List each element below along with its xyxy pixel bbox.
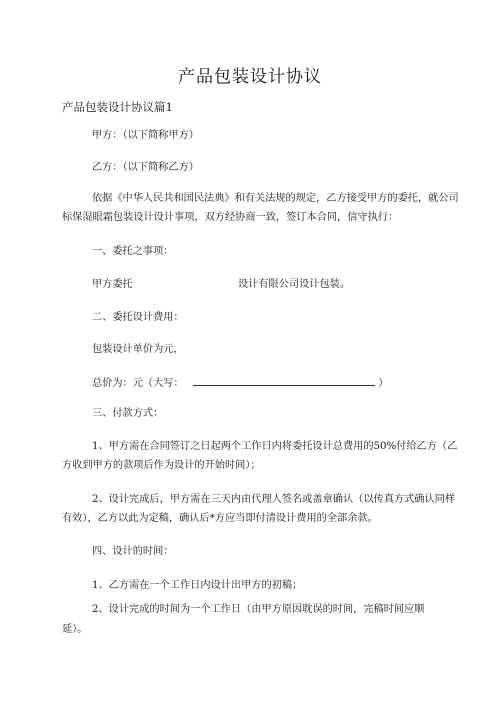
time-1-line: 1、乙方需在一个工作日内设计出甲方的初稿； [92, 580, 303, 591]
total-price-line [92, 375, 388, 391]
time-2-line-2: 延）。 [62, 624, 88, 635]
party-a-line: 甲方：（以下简称甲方） [92, 130, 199, 141]
total-price-prefix: 总价为：元（大写： [92, 378, 184, 389]
section-heading: 产品包装设计协议篇1 [62, 100, 173, 114]
payment-1-line-2: 方收到甲方的款项后作为设计的开始时间）； [62, 460, 261, 471]
total-price-suffix: ） [378, 378, 389, 389]
item2-heading: 二、委托设计费用： [92, 312, 184, 323]
payment-1-line-1: 1、甲方需在合同签订之日起两个工作日内将委托设计总费用的50%付给乙方（乙 [92, 441, 458, 452]
intro-line-1: 依据《中华人民共和国民法典》和有关法规的规定，乙方接受甲方的委托，就公司 [92, 193, 459, 204]
payment-2-line-1: 2、设计完成后，甲方需在三天内由代理人签名或盖章确认（以传真方式确认同样 [92, 494, 456, 505]
item1-left-text: 甲方委托 [92, 279, 133, 290]
party-b-line: 乙方：（以下简称乙方） [92, 162, 199, 173]
unit-price-line: 包装设计单价为元， [92, 344, 184, 355]
intro-line-2: 标保湿眼霜包装设计设计事项，双方经协商一致，签订本合同，信守执行： [62, 212, 399, 223]
item3-heading: 三、付款方式： [92, 408, 164, 419]
document-title: 产品包装设计协议 [178, 67, 322, 87]
item4-heading: 四、设计的时间： [92, 546, 174, 557]
total-price-blank [193, 375, 375, 386]
item1-right-text: 设计有限公司设计包装。 [238, 279, 351, 290]
payment-2-line-2: 有效），乙方以此为定稿，确认后*方应当即付清设计费用的全部余款。 [62, 513, 378, 524]
item1-heading: 一、委托之事项： [92, 246, 174, 257]
time-2-line-1: 2、设计完成的时间为一个工作日（由甲方原因耽误的时间，完稿时间应顺 [92, 604, 425, 615]
